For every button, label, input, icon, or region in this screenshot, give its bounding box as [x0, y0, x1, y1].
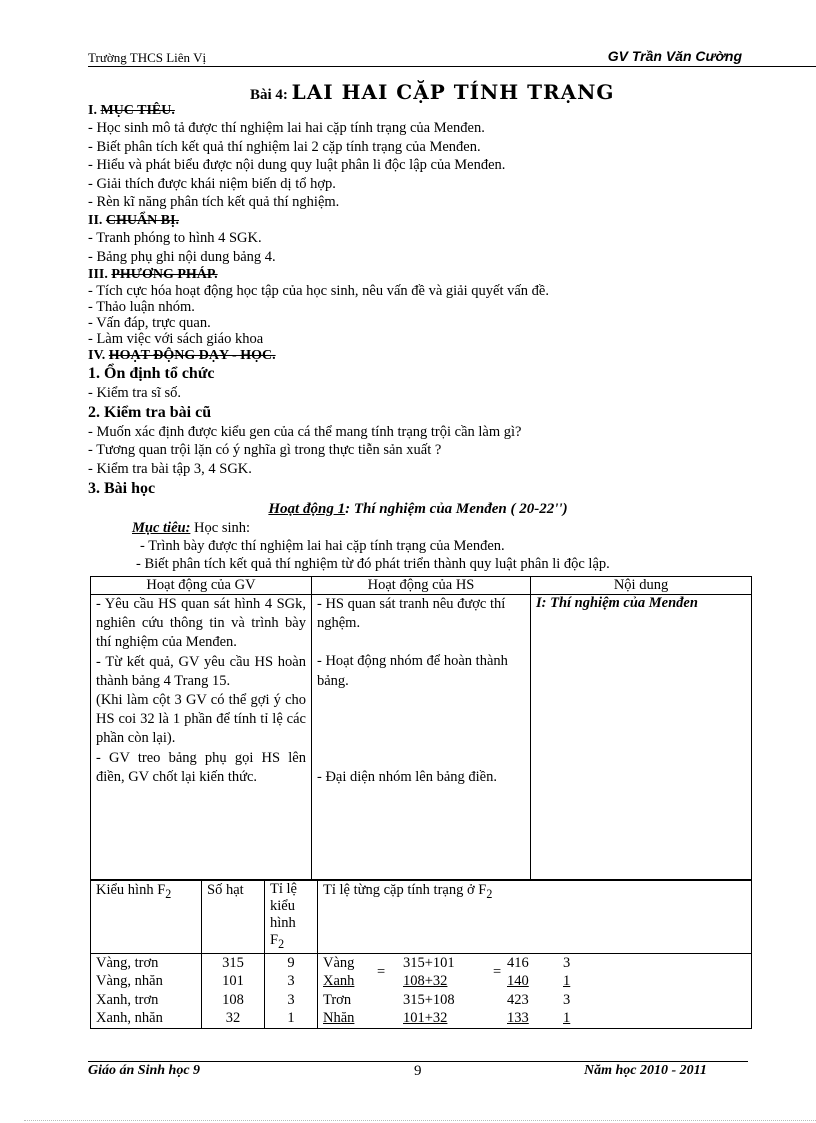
- footer-right: Năm học 2010 - 2011: [584, 1063, 707, 1078]
- title-prefix: Bài 4:: [250, 87, 288, 103]
- header-school: Trường THCS Liên Vị: [88, 50, 207, 65]
- gv-item: - Từ kết quả, GV yêu cầu HS hoàn thành bảng 4 Trang 15.: [96, 653, 306, 689]
- list-item: - Giải thích được khái niệm biến dị tổ hợp.: [88, 175, 336, 192]
- lesson-body: [88, 102, 748, 573]
- ratio-cell: 315 101 108 32: [202, 953, 265, 1028]
- list-item: - Học sinh mô tả được thí nghiệm lai hai cặp tính trạng của Menđen.: [88, 120, 485, 136]
- ratio-header: Tỉ lệ từng cặp tính trạng ở $F_2$: [318, 881, 752, 954]
- section-heading: I. MỤC TIÊU.: [88, 103, 175, 118]
- list-item: - Tranh phóng to hình 4 SGK.: [88, 229, 262, 246]
- list-item: - Kiểm tra bài tập 3, 4 SGK.: [88, 460, 252, 477]
- hs-item: - Đại diện nhóm lên bảng điền.: [317, 768, 497, 785]
- page-edge: [24, 1120, 816, 1121]
- activity-title: Hoạt động 1: Thí nghiệm của Menđen ( 20-22''): [268, 500, 568, 517]
- content-column: [531, 595, 752, 880]
- ratio-table: [90, 880, 752, 1029]
- gv-item: - Yêu cầu HS quan sát hình 4 SGk, nghiên cứu thông tin và trình bày thí nghiệm của Menđen.: [96, 596, 306, 651]
- table-header: Hoạt động của HS: [312, 577, 531, 595]
- list-item: - Tương quan trội lặn có ý nghĩa gì trong thực tiễn sản xuất ?: [88, 442, 442, 459]
- ratio-header: Số hạt: [202, 881, 265, 954]
- title-main: LAI HAI CẶP TÍNH TRẠNG: [291, 80, 615, 104]
- footer-rule: [88, 1061, 748, 1062]
- step-title: 2. Kiểm tra bài cũ: [88, 403, 212, 421]
- gv-item: (Khi làm cột 3 GV có thể gợi ý cho HS coi 32 là 1 phần để tính tỉ lệ các phần còn lại).: [96, 692, 306, 747]
- list-item: - Kiểm tra sĩ số.: [88, 385, 182, 402]
- list-item: - Biết phân tích kết quả thí nghiệm từ đó phát triển thành quy luật phân li độc lập.: [136, 555, 610, 572]
- table-header: Nội dung: [531, 577, 752, 595]
- list-item: - Biết phân tích kết quả thí nghiệm lai 2 cặp tính trạng của Menđen.: [88, 138, 481, 155]
- hs-column: [312, 595, 531, 880]
- ratio-cell: 9 3 3 1: [265, 953, 318, 1028]
- activity-goal: Mục tiêu: Học sinh:: [132, 519, 251, 536]
- activity-table: [90, 576, 752, 880]
- header-teacher: GV Trần Văn Cường: [607, 48, 742, 64]
- hs-item: - HS quan sát tranh nêu được thí nghệm.: [317, 596, 506, 632]
- list-item: - Bảng phụ ghi nội dung bảng 4.: [88, 248, 276, 265]
- list-item: - Rèn kĩ năng phân tích kết quả thí nghiệm.: [88, 194, 340, 211]
- section-heading: III. PHƯƠNG PHÁP.: [88, 267, 218, 283]
- step-title: 1. Ổn định tổ chức: [88, 365, 215, 383]
- section-heading: IV. HOẠT ĐỘNG DẠY - HỌC.: [88, 348, 276, 364]
- list-item: - Muốn xác định được kiểu gen của cá thể mang tính trạng trội cần làm gì?: [88, 423, 522, 440]
- table-header: Hoạt động của GV: [91, 577, 312, 595]
- list-item: - Tích cực hóa hoạt động học tập của học sinh, nêu vấn đề và giải quyết vấn đề.: [88, 283, 549, 300]
- ratio-pairs: Vàng 315+101 416 3 = = Xanh 108+32 140 1 Trơn 315+108 423 3 Nhăn 101+32 133 1: [318, 953, 752, 1028]
- list-item: - Làm việc với sách giáo khoa: [88, 331, 264, 348]
- ratio-header: Kiểu hình $F_2$: [91, 881, 202, 954]
- step-title: 3. Bài học: [88, 479, 156, 497]
- ratio-cell: Vàng, trơn Vàng, nhăn Xanh, trơn Xanh, nhăn: [91, 953, 202, 1028]
- list-item: - Hiểu và phát biểu được nội dung quy luật phân li độc lập của Menđen.: [88, 157, 506, 174]
- list-item: - Thảo luận nhóm.: [88, 299, 195, 316]
- content-heading: I: Thí nghiệm của Menđen: [536, 595, 698, 611]
- gv-item: - GV treo bảng phụ gọi HS lên điền, GV chốt lại kiến thức.: [96, 749, 306, 785]
- ratio-header: Tỉ lệ kiểu hình $F_2$: [265, 881, 318, 954]
- header-rule: [88, 66, 816, 67]
- section-heading: II. CHUẨN BỊ.: [88, 212, 180, 228]
- page-number: 9: [414, 1063, 422, 1079]
- footer-left: Giáo án Sinh học 9: [88, 1063, 201, 1078]
- gv-column: [91, 595, 312, 880]
- list-item: - Vấn đáp, trực quan.: [88, 315, 211, 332]
- hs-item: - Hoạt động nhóm để hoàn thành bảng.: [317, 653, 508, 689]
- page-title: [250, 80, 615, 104]
- list-item: - Trình bày được thí nghiệm lai hai cặp tính trạng của Menđen.: [140, 537, 505, 554]
